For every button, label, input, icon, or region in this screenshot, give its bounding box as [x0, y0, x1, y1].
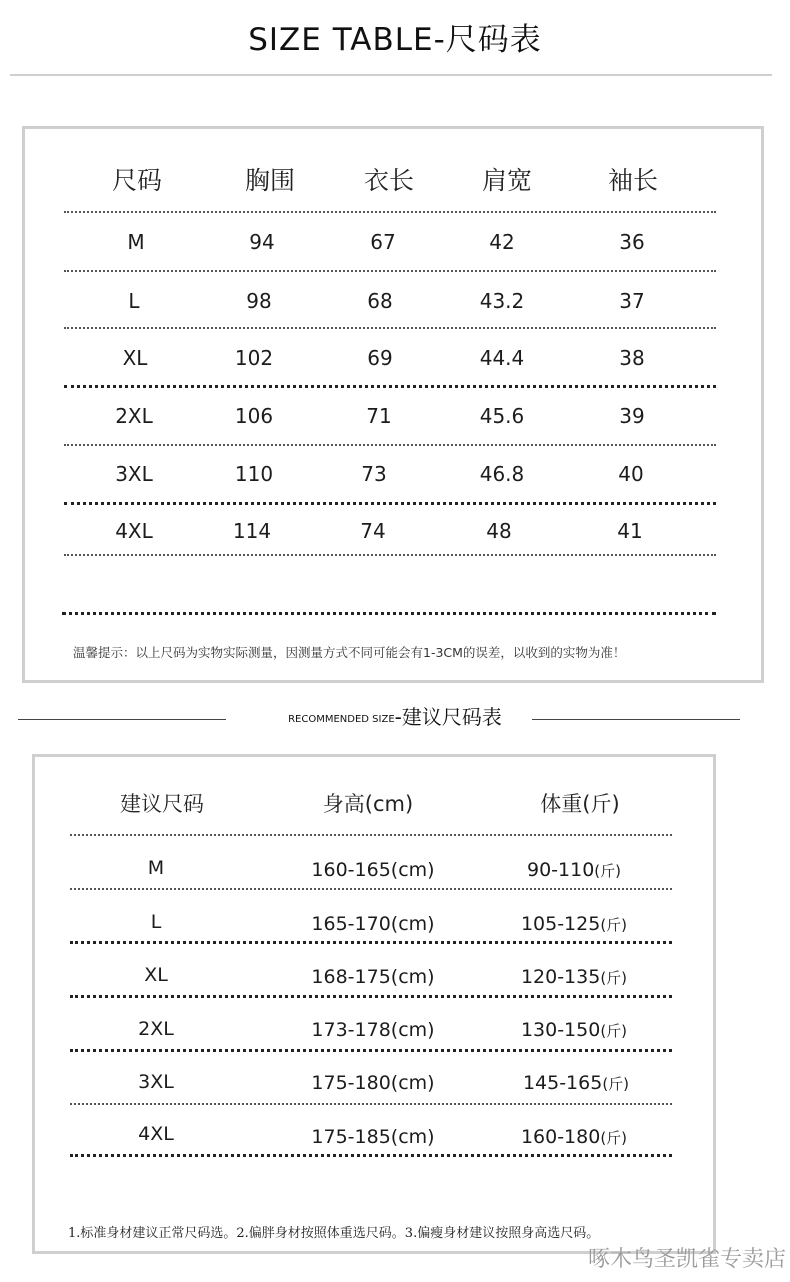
cell-weight-value: 145-165	[522, 1072, 603, 1094]
cell-weight-value: 160-180	[520, 1126, 601, 1148]
cell-shoulder: 48	[486, 519, 512, 543]
cell-shoulder: 42	[489, 230, 515, 254]
row-divider	[64, 270, 716, 272]
recommended-heading-en: RECOMMENDED SIZE	[288, 714, 395, 725]
cell-weight-value: 105-125	[520, 913, 601, 935]
recommended-heading-cn: -建议尺码表	[394, 705, 502, 729]
cell-height: 165-170(cm)	[311, 913, 435, 935]
cell-length: 71	[366, 404, 392, 428]
cell-weight	[504, 913, 644, 935]
cell-sleeve: 41	[617, 519, 643, 543]
cell-shoulder: 45.6	[479, 404, 525, 428]
selection-note: 1.标准身材建议正常尺码选。2.偏胖身材按照体重选尺码。3.偏瘦身材建议按照身高选尺码。	[68, 1226, 600, 1241]
cell-chest: 98	[246, 289, 272, 313]
header-shoulder: 肩宽	[481, 166, 532, 195]
cell-height: 173-178(cm)	[311, 1019, 435, 1041]
cell-chest: 114	[232, 519, 272, 543]
cell-size: M	[147, 857, 165, 879]
cell-height: 175-185(cm)	[311, 1126, 435, 1148]
cell-size: L	[150, 911, 162, 933]
header-sleeve: 袖长	[607, 166, 658, 195]
cell-weight	[504, 1126, 644, 1148]
row-divider	[70, 941, 672, 944]
table-bottom-divider	[70, 1154, 672, 1157]
row-divider	[70, 834, 672, 836]
row-divider	[70, 1103, 672, 1105]
header-weight: 体重(斤)	[540, 792, 620, 816]
cell-weight-unit: (斤)	[600, 969, 628, 987]
row-divider	[64, 211, 716, 213]
cell-length: 68	[367, 289, 393, 313]
cell-sleeve: 39	[619, 404, 645, 428]
cell-weight-value: 120-135	[520, 966, 601, 988]
title-divider	[10, 74, 772, 76]
row-divider	[64, 444, 716, 446]
cell-weight-unit: (斤)	[602, 1075, 630, 1093]
cell-weight-unit: (斤)	[600, 1022, 628, 1040]
cell-weight	[504, 1019, 644, 1041]
recommended-heading	[0, 701, 790, 730]
shop-watermark: 啄木鸟圣凯雀专卖店	[587, 1247, 786, 1272]
cell-weight	[504, 859, 644, 881]
cell-weight-unit: (斤)	[600, 1129, 628, 1147]
cell-chest: 110	[234, 462, 274, 486]
cell-length: 74	[360, 519, 386, 543]
cell-weight	[506, 1072, 646, 1094]
cell-size: XL	[144, 964, 168, 986]
cell-length: 73	[361, 462, 387, 486]
cell-chest: 102	[234, 346, 274, 370]
header-length: 衣长	[363, 166, 414, 195]
cell-weight-unit: (斤)	[600, 916, 628, 934]
cell-shoulder: 43.2	[479, 289, 525, 313]
cell-size: 3XL	[115, 462, 153, 486]
cell-height: 160-165(cm)	[311, 859, 435, 881]
header-size: 尺码	[111, 166, 162, 195]
cell-size: M	[127, 230, 145, 254]
cell-sleeve: 38	[619, 346, 645, 370]
cell-weight	[504, 966, 644, 988]
cell-size: 2XL	[115, 404, 153, 428]
cell-height: 168-175(cm)	[311, 966, 435, 988]
cell-length: 67	[370, 230, 396, 254]
row-divider	[64, 554, 716, 556]
measurement-note: 温馨提示：以上尺码为实物实际测量，因测量方式不同可能会有1-3CM的误差，以收到的实物为准！	[73, 645, 626, 660]
cell-size: 3XL	[138, 1071, 174, 1093]
cell-size: L	[128, 289, 140, 313]
cell-shoulder: 46.8	[479, 462, 525, 486]
cell-chest: 94	[249, 230, 275, 254]
cell-size: 4XL	[138, 1123, 174, 1145]
row-divider	[70, 888, 672, 890]
header-height: 身高(cm)	[322, 792, 414, 816]
cell-chest: 106	[234, 404, 274, 428]
row-divider	[64, 502, 716, 505]
cell-weight-value: 90-110	[526, 859, 595, 881]
row-divider	[64, 327, 716, 329]
cell-size: XL	[122, 346, 148, 370]
page-title: SIZE TABLE-尺码表	[248, 22, 542, 58]
row-divider	[64, 385, 716, 388]
cell-weight-unit: (斤)	[594, 862, 622, 880]
row-divider	[70, 1049, 672, 1052]
cell-weight-value: 130-150	[520, 1019, 601, 1041]
cell-shoulder: 44.4	[479, 346, 525, 370]
cell-size: 4XL	[115, 519, 153, 543]
cell-size: 2XL	[138, 1018, 174, 1040]
header-suggested-size: 建议尺码	[120, 792, 204, 816]
cell-sleeve: 40	[618, 462, 644, 486]
row-divider	[70, 995, 672, 998]
header-chest: 胸围	[244, 166, 295, 195]
cell-length: 69	[367, 346, 393, 370]
table-bottom-divider	[62, 612, 716, 615]
cell-sleeve: 36	[619, 230, 645, 254]
recommended-table-panel	[32, 754, 716, 1254]
cell-height: 175-180(cm)	[311, 1072, 435, 1094]
cell-sleeve: 37	[619, 289, 645, 313]
